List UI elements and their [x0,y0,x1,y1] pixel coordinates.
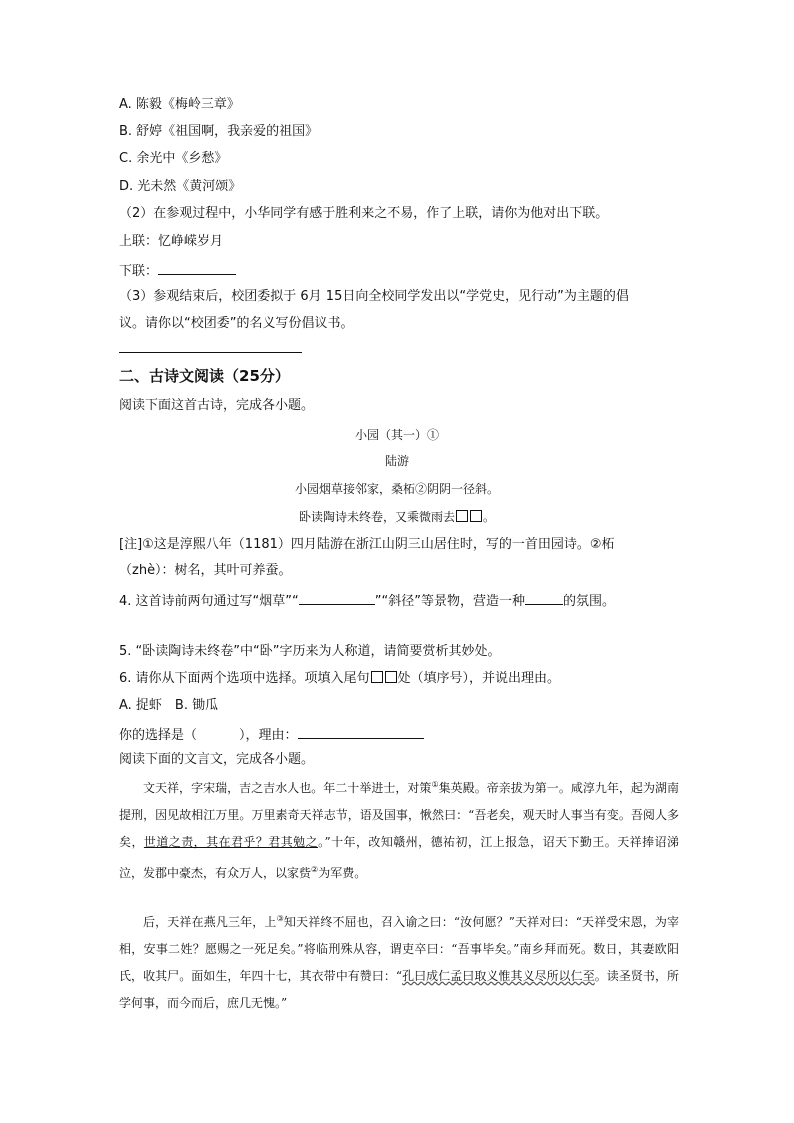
p1-text-d: 为军费。 [318,866,367,880]
footnote-marker: ② [311,865,319,874]
poem-title: 小园（其一）① [354,428,439,442]
blank-box-icon [470,510,482,522]
couplet-lower-blank[interactable] [158,260,236,275]
question-3-line2: 议。请你以“校团委”的名义写份倡议书。 [119,316,354,331]
question-2: （2）在参观过程中，小华同学有感于胜利来之不易，作了上联，请你为他对出下联。 [119,206,609,221]
note-line-2: （zhè）：树名，其叶可养蚕。 [119,563,292,578]
blank-box-icon [456,510,468,522]
question-6-options: A. 捉虾 B. 锄瓜 [119,698,219,713]
prose-paragraph-2 [119,905,679,1017]
question-4 [119,590,615,611]
option-d: D. 光未然《黄河颂》 [119,179,242,194]
footnote-marker: ① [431,780,439,789]
q4-text-b: ”“斜径”等景物，营造一种 [374,594,525,609]
prose-paragraph-1 [119,771,679,887]
poem-line-1: 小园烟草接邻家，桑柘②阴阴一径斜。 [294,482,499,496]
option-b: B. 舒婷《祖国啊，我亲爱的祖国》 [119,124,319,139]
p1-text-b: 集英殿。帝亲拔为第一。咸淳九年，起为湖南提刑，因见故相江万里。万里素奇天祥志节，语及国事，愀然曰：“吾老矣，观天时人事当有变。吾阅人多矣， [119,781,679,849]
wavy-underlined-sentence: 孔曰成仁孟曰取义惟其义尽所以仁至 [402,969,595,983]
poem-author: 陆游 [384,454,409,468]
choice-label: 你的选择是（ [119,728,198,743]
couplet-upper: 上联：忆峥嵘岁月 [119,234,224,249]
q6-text-end: 处（填序号），并说出理由。 [397,671,561,686]
note-line-1: [注]①这是淳熙八年（1181）四月陆游在浙江山阴三山居住时，写的一首田园诗。②柘 [119,537,615,552]
p2-text-b: 知天祥终不屈也，召入谕之曰：“汝何愿？”天祥对曰：“天祥受宋恩，为宰相，安事二姓？愿赐之一死足矣。”将临刑殊从容，谓吏卒曰：“吾事毕矣。”南乡拜而死。数日，其妻欧阳氏，收其尸。面如生，年四十七，其衣带中有赞曰：“ [119,915,679,983]
question-5: 5. “卧读陶诗未终卷”中“卧”字历来为人称道，请简要赏析其妙处。 [119,644,501,659]
option-a: A. 陈毅《梅岭三章》 [119,97,240,112]
choice-line [119,724,424,745]
poem-line-2-text: 卧读陶诗未终卷，又乘微雨去 [298,510,455,524]
couplet-lower [119,260,236,281]
question-6 [119,670,560,688]
answer-line[interactable] [119,352,302,353]
poem-line-2 [0,508,794,526]
p1-text-a: 文天祥，字宋瑞，吉之吉水人也。年二十举进士，对策 [143,781,432,795]
p2-text-c: 。读圣贤书，所学何事，而今而后，庶几无愧。” [119,969,679,1010]
prose-intro: 阅读下面的文言文，完成各小题。 [119,752,315,767]
q4-blank-2[interactable] [525,590,563,605]
section-heading: 二、古诗文阅读（25分） [119,367,290,385]
question-3-line1: （3）参观结束后，校团委拟于 6月 15日向全校同学发出以“学党史，见行动”为主题的倡 [119,289,629,304]
poem-line-2-end: 。 [483,510,496,524]
q4-text-c: 的氛围。 [562,594,615,609]
couplet-lower-label: 下联： [119,264,159,279]
blank-box-icon [385,671,397,683]
reason-label: ），理由： [239,728,298,743]
underlined-sentence: 世道之责，其在君乎？君其勉之 [143,835,319,849]
p1-text-c: 。”十年，改知赣州，德祐初，江上报急，诏天下勤王。天祥捧诏涕泣，发郡中豪杰，有众万人，以家赀 [119,835,679,880]
footnote-marker: ③ [276,914,284,923]
blank-box-icon [371,671,383,683]
q6-text: 6. 请你从下面两个选项中选择。项填入尾句 [119,671,370,686]
q4-text-a: 4. 这首诗前两句通过写“烟草”“ [119,594,299,609]
option-c: C. 余光中《乡愁》 [119,151,228,166]
poem-intro: 阅读下面这首古诗，完成各小题。 [119,398,315,413]
reason-blank[interactable] [298,724,424,739]
p2-text-a: 后，天祥在燕凡三年，上 [143,915,277,929]
q4-blank-1[interactable] [299,590,375,605]
